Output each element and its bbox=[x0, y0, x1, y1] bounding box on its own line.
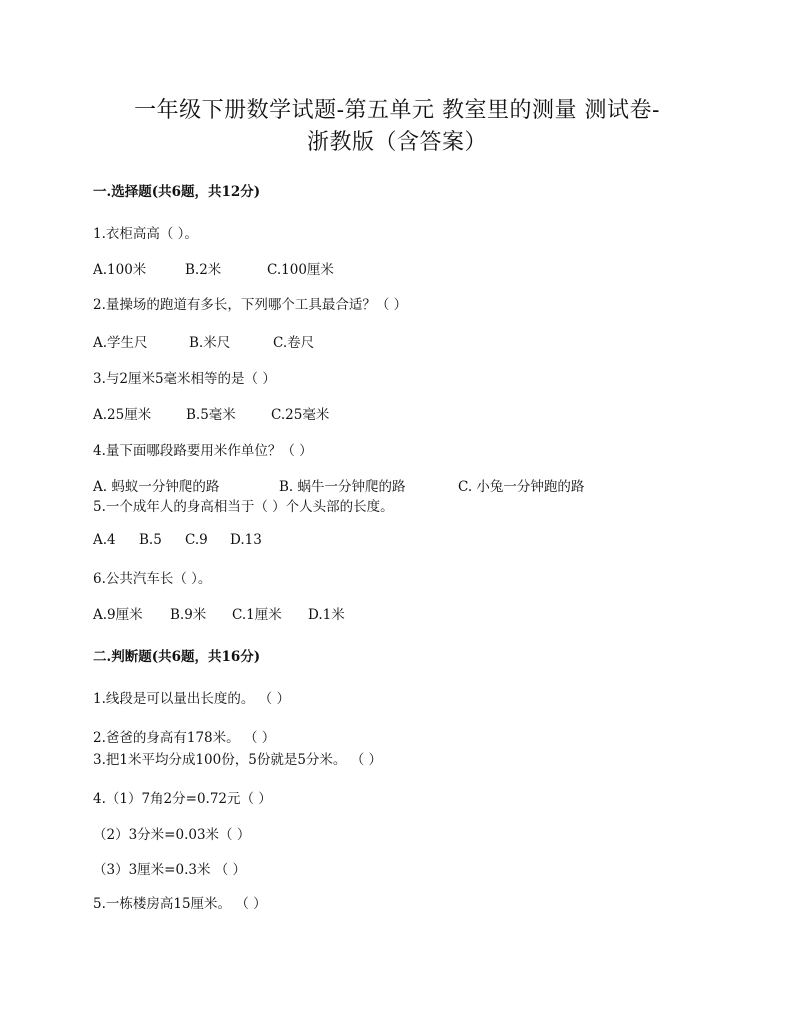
option: C.1厘米 bbox=[232, 607, 282, 623]
question-text: 6.公共汽车长（ ）。 bbox=[93, 571, 212, 587]
section-heading-judgement: 二.判断题(共6题，共16分) bbox=[93, 649, 261, 665]
option: C.100厘米 bbox=[267, 262, 334, 278]
option: C.25毫米 bbox=[271, 407, 330, 423]
option: A. 蚂蚁一分钟爬的路 bbox=[93, 479, 220, 495]
question-text: 3.与2厘米5毫米相等的是（ ） bbox=[93, 371, 276, 387]
question-text: 5.一栋楼房高15厘米。 （ ） bbox=[93, 896, 267, 912]
option: C.卷尺 bbox=[273, 335, 315, 351]
question-text: 5.一个成年人的身高相当于（ ）个人头部的长度。 bbox=[93, 499, 394, 515]
document-title-line-2: 浙教版（含答案） bbox=[306, 130, 487, 155]
option: B. 蜗牛一分钟爬的路 bbox=[279, 479, 406, 495]
option: B.9米 bbox=[170, 607, 207, 623]
question-text: （2）3分米=0.03米（ ） bbox=[93, 827, 251, 843]
question-text: 4.（1）7角2分=0.72元（ ） bbox=[93, 791, 272, 807]
question-text: 3.把1米平均分成100份，5份就是5分米。 （ ） bbox=[93, 752, 382, 768]
option: A.25厘米 bbox=[93, 407, 152, 423]
question-text: 2.量操场的跑道有多长，下列哪个工具最合适？（ ） bbox=[93, 297, 408, 313]
option: B.米尺 bbox=[189, 335, 231, 351]
question-text: （3）3厘米=0.3米 （ ） bbox=[93, 862, 247, 878]
option: A.9厘米 bbox=[93, 607, 143, 623]
question-text: 1.线段是可以量出长度的。 （ ） bbox=[93, 691, 290, 707]
option: C. 小兔一分钟跑的路 bbox=[458, 479, 585, 495]
option: B.5 bbox=[139, 532, 162, 548]
question-text: 1.衣柜高高（ ）。 bbox=[93, 226, 198, 242]
option: A.100米 bbox=[93, 262, 147, 278]
option: B.2米 bbox=[185, 262, 222, 278]
option: C.9 bbox=[185, 532, 208, 548]
option: B.5毫米 bbox=[186, 407, 236, 423]
option: A.学生尺 bbox=[93, 335, 148, 351]
section-heading-choice: 一.选择题(共6题，共12分) bbox=[93, 184, 261, 200]
question-text: 4.量下面哪段路要用米作单位？（ ） bbox=[93, 443, 313, 459]
document-title-line-1: 一年级下册数学试题-第五单元 教室里的测量 测试卷- bbox=[134, 98, 660, 123]
option: D.13 bbox=[230, 532, 262, 548]
question-text: 2.爸爸的身高有178米。 （ ） bbox=[93, 730, 276, 746]
option: A.4 bbox=[93, 532, 116, 548]
option: D.1米 bbox=[308, 607, 345, 623]
